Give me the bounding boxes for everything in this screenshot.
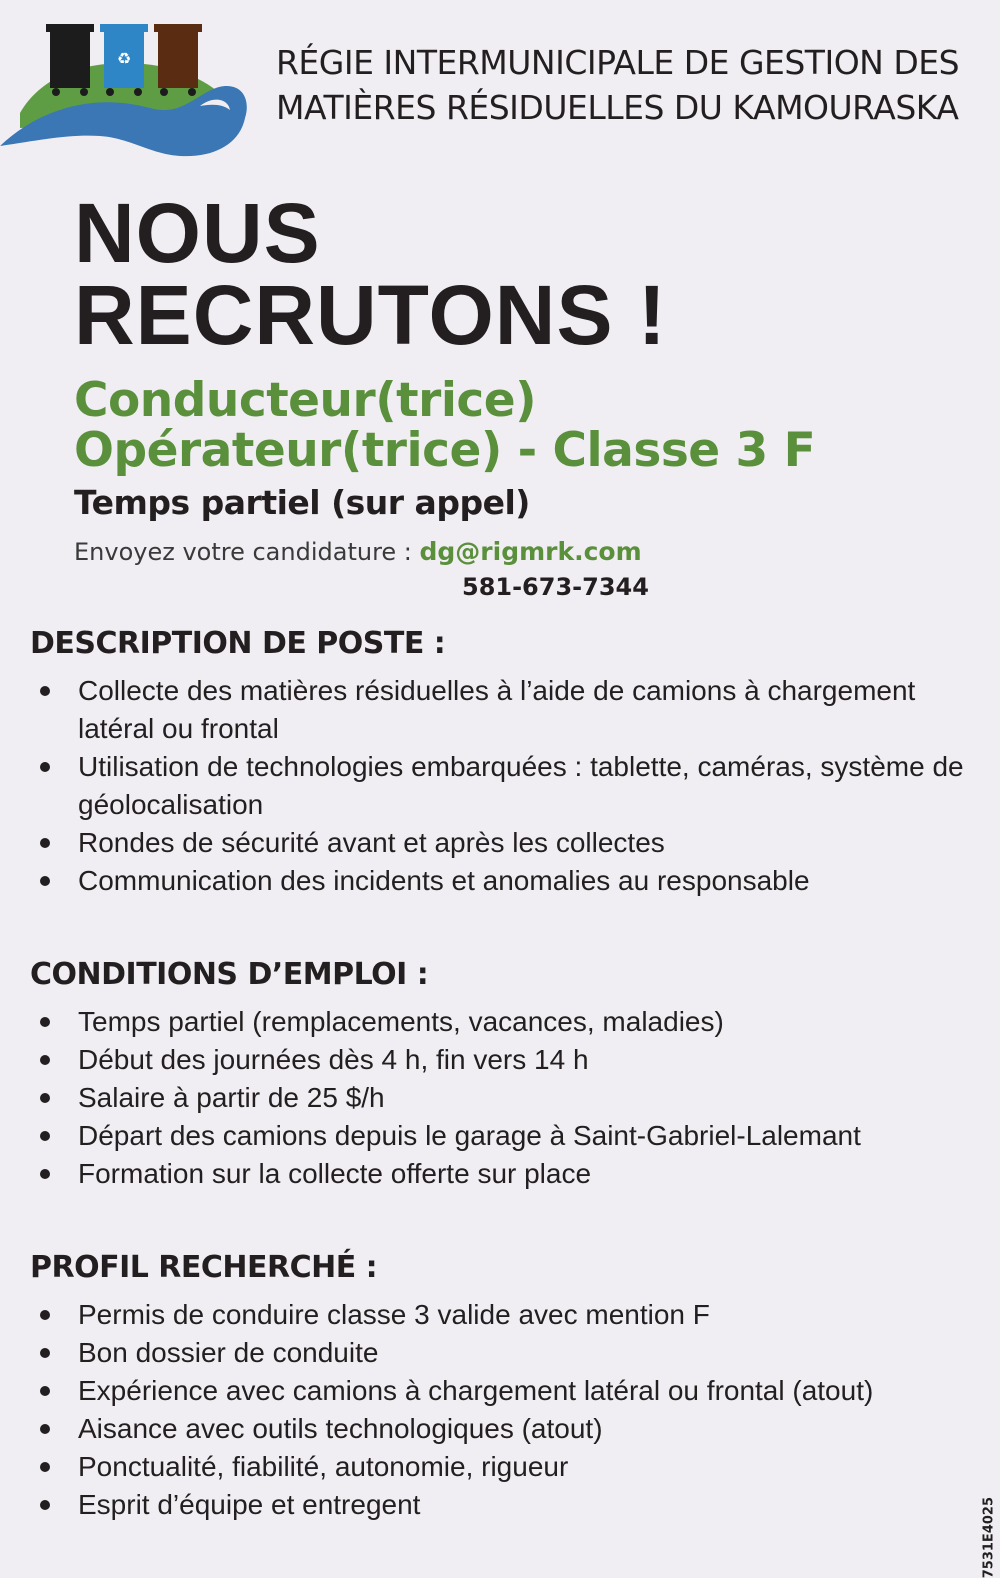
headline <box>74 186 667 362</box>
organization-name-line1: RÉGIE INTERMUNICIPALE DE GESTION DES <box>276 43 960 82</box>
section-description-title: DESCRIPTION DE POSTE : <box>30 626 446 661</box>
section-description <box>30 626 980 900</box>
section-conditions <box>30 957 980 1193</box>
bullet-icon <box>40 1386 50 1396</box>
apply-line <box>74 537 642 566</box>
recycling-bins-logo-icon <box>0 18 250 163</box>
list-item: Départ des camions depuis le garage à Saint-Gabriel-Lalemant <box>30 1117 980 1155</box>
svg-text:♻: ♻ <box>116 49 132 68</box>
bullet-icon <box>40 1131 50 1141</box>
job-schedule: Temps partiel (sur appel) <box>74 483 530 522</box>
ad-code: 7531E4025 <box>981 1497 996 1578</box>
organization-name <box>276 40 986 130</box>
apply-email-link[interactable]: dg@rigmrk.com <box>419 537 642 566</box>
apply-phone: 581-673-7344 <box>462 573 649 601</box>
profile-list <box>30 1296 980 1524</box>
job-title <box>74 373 816 478</box>
conditions-list <box>30 1003 980 1193</box>
list-item: Temps partiel (remplacements, vacances, maladies) <box>30 1003 980 1041</box>
list-item: Utilisation de technologies embarquées : tablette, caméras, système de géolocalisation <box>30 748 980 824</box>
list-item: Expérience avec camions à chargement latéral ou frontal (atout) <box>30 1372 980 1410</box>
bullet-icon <box>40 762 50 772</box>
list-item: Formation sur la collecte offerte sur place <box>30 1155 980 1193</box>
job-title-line1: Conducteur(trice) <box>74 373 537 428</box>
description-list <box>30 672 980 900</box>
section-profile <box>30 1250 980 1524</box>
list-item: Début des journées dès 4 h, fin vers 14 h <box>30 1041 980 1079</box>
list-item: Esprit d’équipe et entregent <box>30 1486 980 1524</box>
bullet-icon <box>40 1310 50 1320</box>
bullet-icon <box>40 1348 50 1358</box>
list-item: Collecte des matières résiduelles à l’aide de camions à chargement latéral ou frontal <box>30 672 980 748</box>
bullet-icon <box>40 876 50 886</box>
list-item: Permis de conduire classe 3 valide avec mention F <box>30 1296 980 1334</box>
bullet-icon <box>40 686 50 696</box>
list-item: Ponctualité, fiabilité, autonomie, rigueur <box>30 1448 980 1486</box>
job-title-line2: Opérateur(trice) - Classe 3 F <box>74 423 816 478</box>
list-item: Aisance avec outils technologiques (atout) <box>30 1410 980 1448</box>
list-item: Rondes de sécurité avant et après les collectes <box>30 824 980 862</box>
organization-name-line2: MATIÈRES RÉSIDUELLES DU KAMOURASKA <box>276 88 959 127</box>
headline-line1: NOUS <box>74 186 321 280</box>
bullet-icon <box>40 1055 50 1065</box>
list-item: Bon dossier de conduite <box>30 1334 980 1372</box>
apply-label: Envoyez votre candidature : <box>74 538 420 566</box>
list-item: Communication des incidents et anomalies au responsable <box>30 862 980 900</box>
bullet-icon <box>40 1093 50 1103</box>
section-conditions-title: CONDITIONS D’EMPLOI : <box>30 957 429 992</box>
organization-logo <box>0 18 250 163</box>
list-item: Salaire à partir de 25 $/h <box>30 1079 980 1117</box>
bullet-icon <box>40 1169 50 1179</box>
bullet-icon <box>40 1500 50 1510</box>
bullet-icon <box>40 1017 50 1027</box>
headline-line2: RECRUTONS ! <box>74 268 667 362</box>
bullet-icon <box>40 838 50 848</box>
bullet-icon <box>40 1424 50 1434</box>
bullet-icon <box>40 1462 50 1472</box>
section-profile-title: PROFIL RECHERCHÉ : <box>30 1250 378 1285</box>
